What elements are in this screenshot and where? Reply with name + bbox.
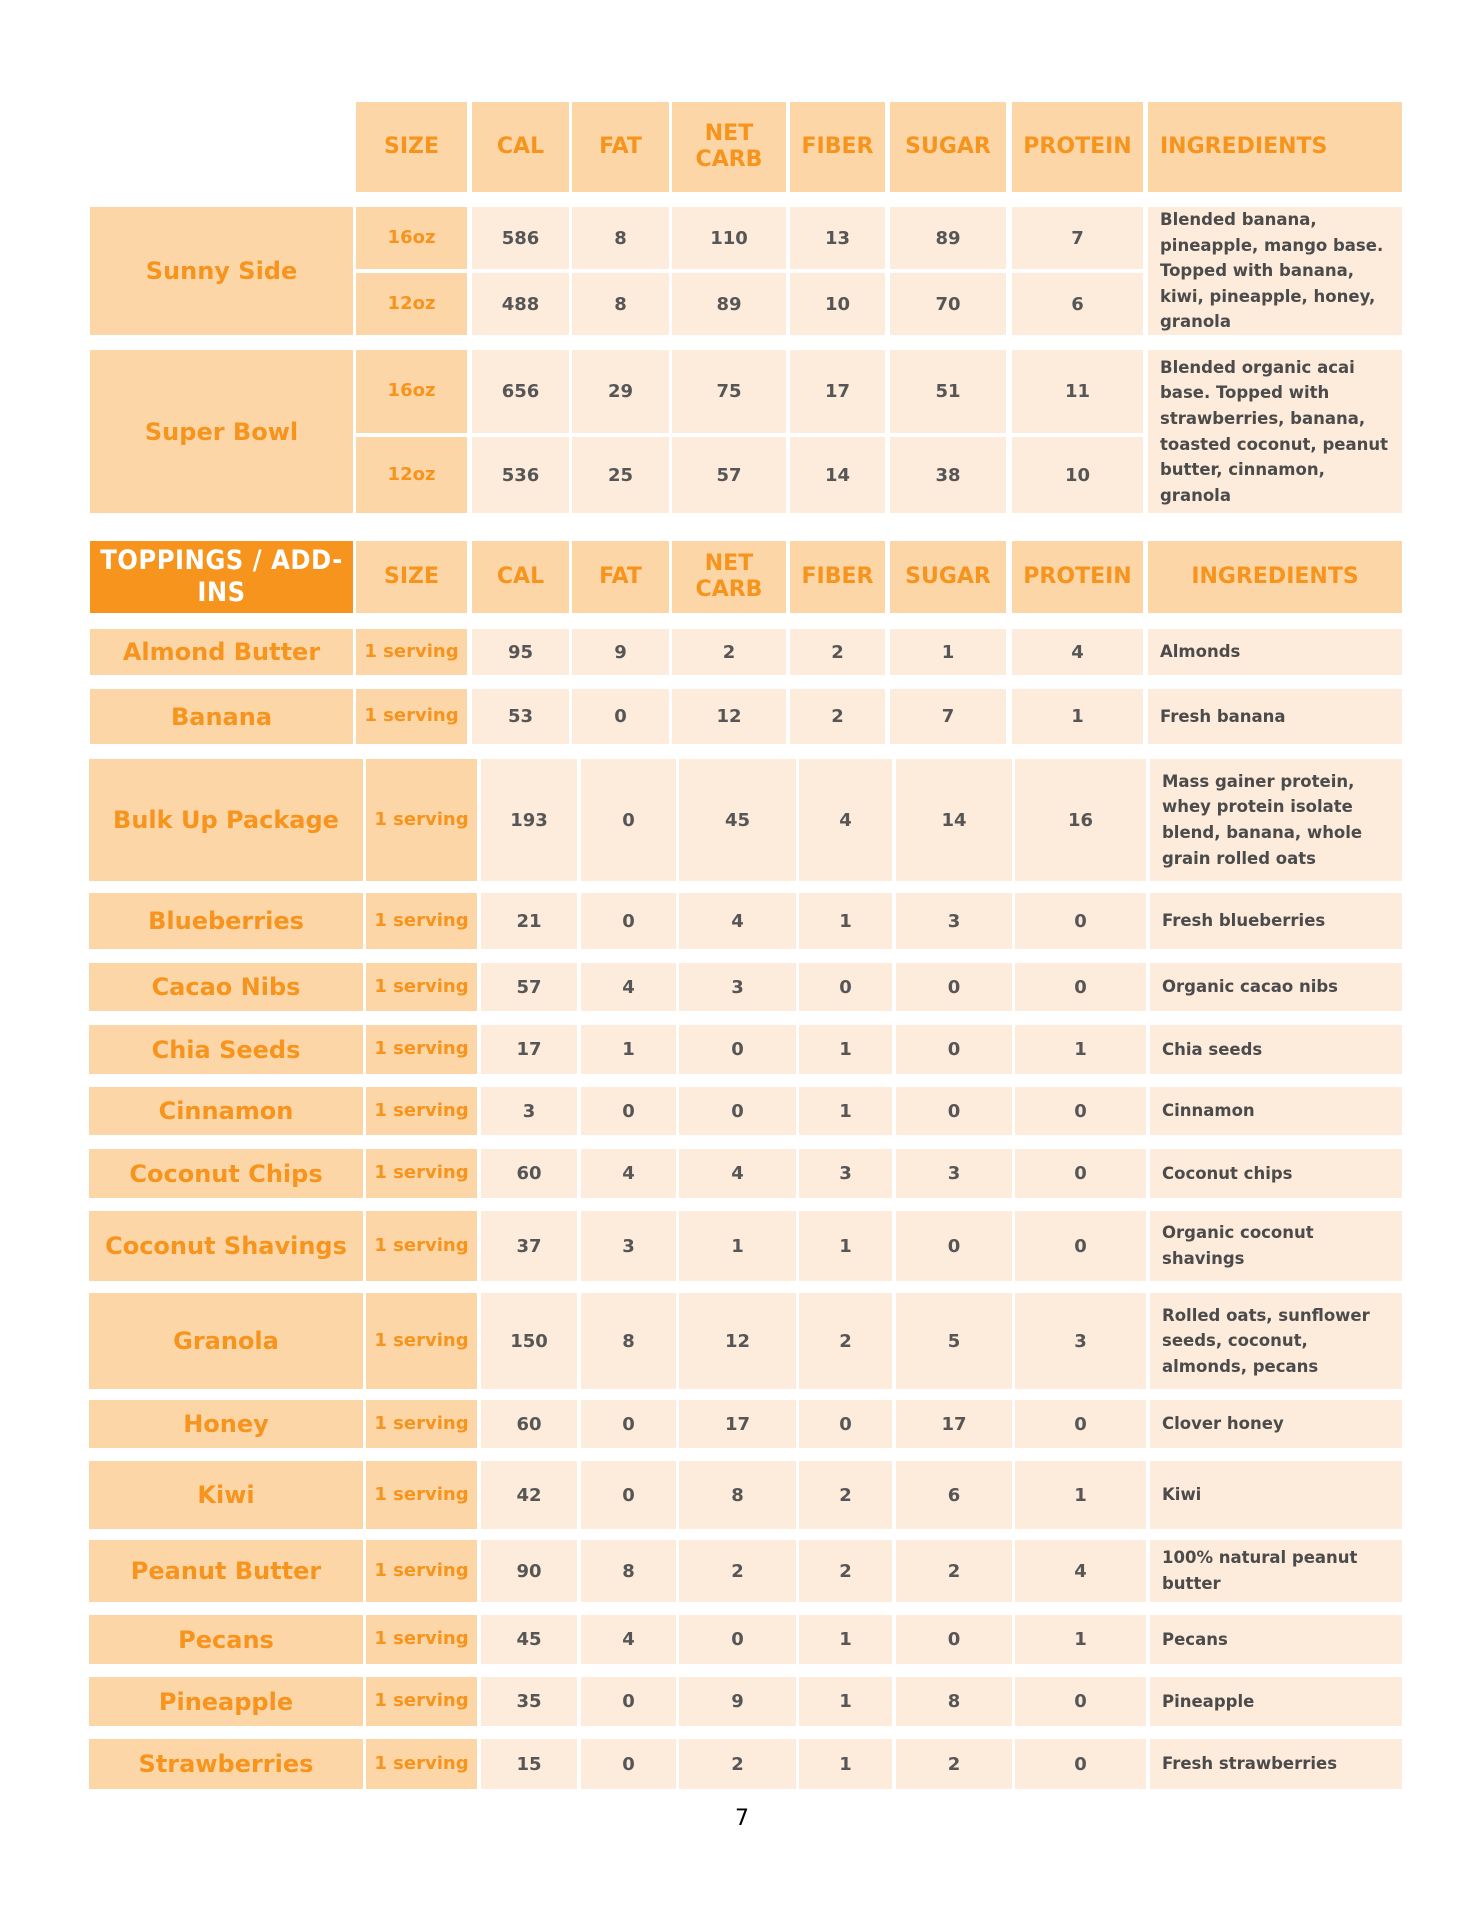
bowl-cal-cell: 536 — [472, 437, 569, 513]
topping-cal-cell: 3 — [481, 1087, 577, 1135]
topping-ingredients-cell: Clover honey — [1150, 1400, 1402, 1448]
topping-ingredients-cell: Fresh strawberries — [1150, 1739, 1402, 1789]
topping-size-cell: 1 serving — [366, 1615, 477, 1664]
header-ingredients: INGREDIENTS — [1148, 541, 1402, 613]
topping-net-carb-cell: 4 — [679, 893, 796, 949]
topping-protein-cell: 3 — [1015, 1293, 1146, 1389]
bowl-net-carb-cell: 57 — [672, 437, 786, 513]
topping-net-carb-cell: 3 — [679, 963, 796, 1011]
topping-ingredients-cell: Pineapple — [1150, 1677, 1402, 1726]
topping-size-cell: 1 serving — [366, 759, 477, 881]
bowl-fat-cell: 8 — [572, 273, 669, 335]
topping-protein-cell: 1 — [1015, 1615, 1146, 1664]
topping-size-cell: 1 serving — [366, 1400, 477, 1448]
topping-name: Peanut Butter — [89, 1540, 363, 1602]
bowl-net-carb-cell: 110 — [672, 207, 786, 269]
bowl-size-cell: 16oz — [356, 207, 467, 269]
topping-size-cell: 1 serving — [366, 1149, 477, 1198]
topping-fiber-cell: 1 — [799, 1739, 892, 1789]
topping-size-cell: 1 serving — [366, 1087, 477, 1135]
topping-net-carb-cell: 45 — [679, 759, 796, 881]
bowl-sugar-cell: 51 — [890, 350, 1006, 433]
topping-fat-cell: 4 — [581, 1149, 676, 1198]
topping-fiber-cell: 2 — [799, 1461, 892, 1529]
topping-fiber-cell: 1 — [799, 1677, 892, 1726]
bowl-size-cell: 12oz — [356, 273, 467, 335]
header-fat: FAT — [572, 102, 669, 192]
topping-size-cell: 1 serving — [366, 1025, 477, 1074]
topping-fat-cell: 0 — [581, 759, 676, 881]
topping-fat-cell: 4 — [581, 1615, 676, 1664]
topping-cal-cell: 37 — [481, 1211, 577, 1281]
topping-net-carb-cell: 0 — [679, 1025, 796, 1074]
topping-cal-cell: 193 — [481, 759, 577, 881]
topping-sugar-cell: 0 — [896, 1025, 1012, 1074]
bowl-sugar-cell: 89 — [890, 207, 1006, 269]
topping-sugar-cell: 7 — [890, 689, 1006, 744]
header-sugar: SUGAR — [890, 541, 1006, 613]
bowl-sugar-cell: 70 — [890, 273, 1006, 335]
topping-cal-cell: 42 — [481, 1461, 577, 1529]
topping-name: Almond Butter — [90, 629, 353, 675]
topping-cal-cell: 15 — [481, 1739, 577, 1789]
topping-name: Coconut Shavings — [89, 1211, 363, 1281]
topping-fat-cell: 4 — [581, 963, 676, 1011]
topping-ingredients-cell: Chia seeds — [1150, 1025, 1402, 1074]
topping-net-carb-cell: 8 — [679, 1461, 796, 1529]
topping-sugar-cell: 5 — [896, 1293, 1012, 1389]
topping-cal-cell: 60 — [481, 1149, 577, 1198]
bowl-net-carb-cell: 75 — [672, 350, 786, 433]
bowl-cal-cell: 488 — [472, 273, 569, 335]
bowl-fiber-cell: 14 — [790, 437, 885, 513]
topping-size-cell: 1 serving — [366, 1293, 477, 1389]
topping-fiber-cell: 2 — [799, 1540, 892, 1602]
topping-name: Cinnamon — [89, 1087, 363, 1135]
topping-fat-cell: 0 — [581, 1739, 676, 1789]
topping-cal-cell: 90 — [481, 1540, 577, 1602]
topping-net-carb-cell: 0 — [679, 1087, 796, 1135]
topping-fiber-cell: 2 — [799, 1293, 892, 1389]
topping-protein-cell: 0 — [1015, 1677, 1146, 1726]
topping-name: Kiwi — [89, 1461, 363, 1529]
topping-fiber-cell: 1 — [799, 1211, 892, 1281]
bowl-protein-cell: 11 — [1012, 350, 1143, 433]
header-fiber: FIBER — [790, 541, 885, 613]
topping-protein-cell: 0 — [1015, 1149, 1146, 1198]
topping-ingredients-cell: Fresh blueberries — [1150, 893, 1402, 949]
topping-fiber-cell: 3 — [799, 1149, 892, 1198]
topping-ingredients-cell: Mass gainer protein, whey protein isolate blend, banana, whole grain rolled oats — [1150, 759, 1402, 881]
topping-fat-cell: 0 — [581, 1461, 676, 1529]
topping-fat-cell: 8 — [581, 1540, 676, 1602]
bowl-name: Sunny Side — [90, 207, 353, 335]
topping-sugar-cell: 0 — [896, 1615, 1012, 1664]
topping-name: Banana — [90, 689, 353, 744]
bowl-size-cell: 12oz — [356, 437, 467, 513]
topping-name: Blueberries — [89, 893, 363, 949]
topping-cal-cell: 95 — [472, 629, 569, 675]
toppings-title: TOPPINGS / ADD-INS — [90, 541, 353, 613]
topping-size-cell: 1 serving — [366, 1540, 477, 1602]
topping-fiber-cell: 4 — [799, 759, 892, 881]
topping-ingredients-cell: Almonds — [1148, 629, 1402, 675]
bowl-cal-cell: 656 — [472, 350, 569, 433]
topping-net-carb-cell: 2 — [679, 1739, 796, 1789]
topping-net-carb-cell: 17 — [679, 1400, 796, 1448]
topping-net-carb-cell: 12 — [672, 689, 786, 744]
topping-protein-cell: 4 — [1012, 629, 1143, 675]
bowl-fiber-cell: 10 — [790, 273, 885, 335]
topping-cal-cell: 60 — [481, 1400, 577, 1448]
topping-ingredients-cell: Cinnamon — [1150, 1087, 1402, 1135]
topping-protein-cell: 0 — [1015, 893, 1146, 949]
topping-name: Pecans — [89, 1615, 363, 1664]
topping-fat-cell: 1 — [581, 1025, 676, 1074]
topping-cal-cell: 150 — [481, 1293, 577, 1389]
topping-protein-cell: 0 — [1015, 1400, 1146, 1448]
topping-size-cell: 1 serving — [366, 1739, 477, 1789]
topping-cal-cell: 17 — [481, 1025, 577, 1074]
topping-net-carb-cell: 4 — [679, 1149, 796, 1198]
topping-cal-cell: 45 — [481, 1615, 577, 1664]
topping-fat-cell: 0 — [572, 689, 669, 744]
topping-name: Coconut Chips — [89, 1149, 363, 1198]
bowl-ingredients-cell: Blended organic acai base. Topped with strawberries, banana, toasted coconut, peanut butter, cinnamon, granola — [1148, 350, 1402, 513]
topping-protein-cell: 1 — [1015, 1461, 1146, 1529]
topping-net-carb-cell: 2 — [672, 629, 786, 675]
topping-size-cell: 1 serving — [366, 1461, 477, 1529]
bowl-net-carb-cell: 89 — [672, 273, 786, 335]
topping-fiber-cell: 2 — [790, 689, 885, 744]
topping-name: Cacao Nibs — [89, 963, 363, 1011]
header-ingredients: INGREDIENTS — [1148, 102, 1402, 192]
topping-size-cell: 1 serving — [356, 629, 467, 675]
header-sugar: SUGAR — [890, 102, 1006, 192]
topping-cal-cell: 57 — [481, 963, 577, 1011]
topping-name: Granola — [89, 1293, 363, 1389]
topping-fat-cell: 0 — [581, 1087, 676, 1135]
header-cal: CAL — [472, 102, 569, 192]
topping-protein-cell: 0 — [1015, 1211, 1146, 1281]
bowl-sugar-cell: 38 — [890, 437, 1006, 513]
topping-net-carb-cell: 1 — [679, 1211, 796, 1281]
topping-cal-cell: 53 — [472, 689, 569, 744]
topping-name: Bulk Up Package — [89, 759, 363, 881]
topping-sugar-cell: 2 — [896, 1540, 1012, 1602]
bowl-size-cell: 16oz — [356, 350, 467, 433]
topping-protein-cell: 1 — [1012, 689, 1143, 744]
topping-sugar-cell: 17 — [896, 1400, 1012, 1448]
topping-sugar-cell: 3 — [896, 1149, 1012, 1198]
topping-size-cell: 1 serving — [366, 1677, 477, 1726]
topping-fat-cell: 0 — [581, 1677, 676, 1726]
topping-fiber-cell: 1 — [799, 1087, 892, 1135]
topping-fiber-cell: 1 — [799, 1615, 892, 1664]
topping-size-cell: 1 serving — [356, 689, 467, 744]
topping-fat-cell: 0 — [581, 893, 676, 949]
topping-cal-cell: 21 — [481, 893, 577, 949]
topping-sugar-cell: 8 — [896, 1677, 1012, 1726]
topping-ingredients-cell: Organic coconut shavings — [1150, 1211, 1402, 1281]
topping-size-cell: 1 serving — [366, 1211, 477, 1281]
topping-fiber-cell: 1 — [799, 1025, 892, 1074]
topping-sugar-cell: 1 — [890, 629, 1006, 675]
topping-name: Chia Seeds — [89, 1025, 363, 1074]
topping-sugar-cell: 6 — [896, 1461, 1012, 1529]
bowl-fiber-cell: 17 — [790, 350, 885, 433]
bowl-fat-cell: 8 — [572, 207, 669, 269]
topping-ingredients-cell: Kiwi — [1150, 1461, 1402, 1529]
header-size: SIZE — [356, 541, 467, 613]
header-net-carb: NET CARB — [672, 541, 786, 613]
topping-fat-cell: 3 — [581, 1211, 676, 1281]
header-net-carb: NET CARB — [672, 102, 786, 192]
topping-fiber-cell: 0 — [799, 963, 892, 1011]
topping-ingredients-cell: Coconut chips — [1150, 1149, 1402, 1198]
topping-name: Honey — [89, 1400, 363, 1448]
topping-fiber-cell: 1 — [799, 893, 892, 949]
topping-sugar-cell: 0 — [896, 1211, 1012, 1281]
bowl-ingredients-cell: Blended banana, pineapple, mango base. Topped with banana, kiwi, pineapple, honey, granola — [1148, 207, 1402, 335]
bowl-fat-cell: 29 — [572, 350, 669, 433]
topping-fat-cell: 8 — [581, 1293, 676, 1389]
topping-protein-cell: 16 — [1015, 759, 1146, 881]
topping-protein-cell: 0 — [1015, 1739, 1146, 1789]
topping-net-carb-cell: 2 — [679, 1540, 796, 1602]
bowl-fat-cell: 25 — [572, 437, 669, 513]
header-size: SIZE — [356, 102, 467, 192]
topping-protein-cell: 0 — [1015, 963, 1146, 1011]
topping-protein-cell: 4 — [1015, 1540, 1146, 1602]
topping-ingredients-cell: Organic cacao nibs — [1150, 963, 1402, 1011]
topping-fiber-cell: 2 — [790, 629, 885, 675]
topping-net-carb-cell: 9 — [679, 1677, 796, 1726]
topping-sugar-cell: 0 — [896, 1087, 1012, 1135]
topping-sugar-cell: 14 — [896, 759, 1012, 881]
bowl-protein-cell: 7 — [1012, 207, 1143, 269]
bowl-fiber-cell: 13 — [790, 207, 885, 269]
header-protein: PROTEIN — [1012, 102, 1143, 192]
bowl-protein-cell: 6 — [1012, 273, 1143, 335]
topping-protein-cell: 1 — [1015, 1025, 1146, 1074]
topping-ingredients-cell: Pecans — [1150, 1615, 1402, 1664]
topping-name: Strawberries — [89, 1739, 363, 1789]
header-fat: FAT — [572, 541, 669, 613]
topping-cal-cell: 35 — [481, 1677, 577, 1726]
header-protein: PROTEIN — [1012, 541, 1143, 613]
topping-sugar-cell: 0 — [896, 963, 1012, 1011]
topping-net-carb-cell: 0 — [679, 1615, 796, 1664]
topping-fat-cell: 0 — [581, 1400, 676, 1448]
topping-sugar-cell: 3 — [896, 893, 1012, 949]
topping-protein-cell: 0 — [1015, 1087, 1146, 1135]
topping-net-carb-cell: 12 — [679, 1293, 796, 1389]
topping-ingredients-cell: Rolled oats, sunflower seeds, coconut, almonds, pecans — [1150, 1293, 1402, 1389]
header-fiber: FIBER — [790, 102, 885, 192]
topping-fat-cell: 9 — [572, 629, 669, 675]
topping-ingredients-cell: Fresh banana — [1148, 689, 1402, 744]
topping-ingredients-cell: 100% natural peanut butter — [1150, 1540, 1402, 1602]
topping-sugar-cell: 2 — [896, 1739, 1012, 1789]
topping-fiber-cell: 0 — [799, 1400, 892, 1448]
page-number: 7 — [735, 1806, 749, 1831]
header-cal: CAL — [472, 541, 569, 613]
bowl-protein-cell: 10 — [1012, 437, 1143, 513]
topping-size-cell: 1 serving — [366, 963, 477, 1011]
topping-name: Pineapple — [89, 1677, 363, 1726]
topping-size-cell: 1 serving — [366, 893, 477, 949]
bowl-cal-cell: 586 — [472, 207, 569, 269]
bowl-name: Super Bowl — [90, 350, 353, 513]
